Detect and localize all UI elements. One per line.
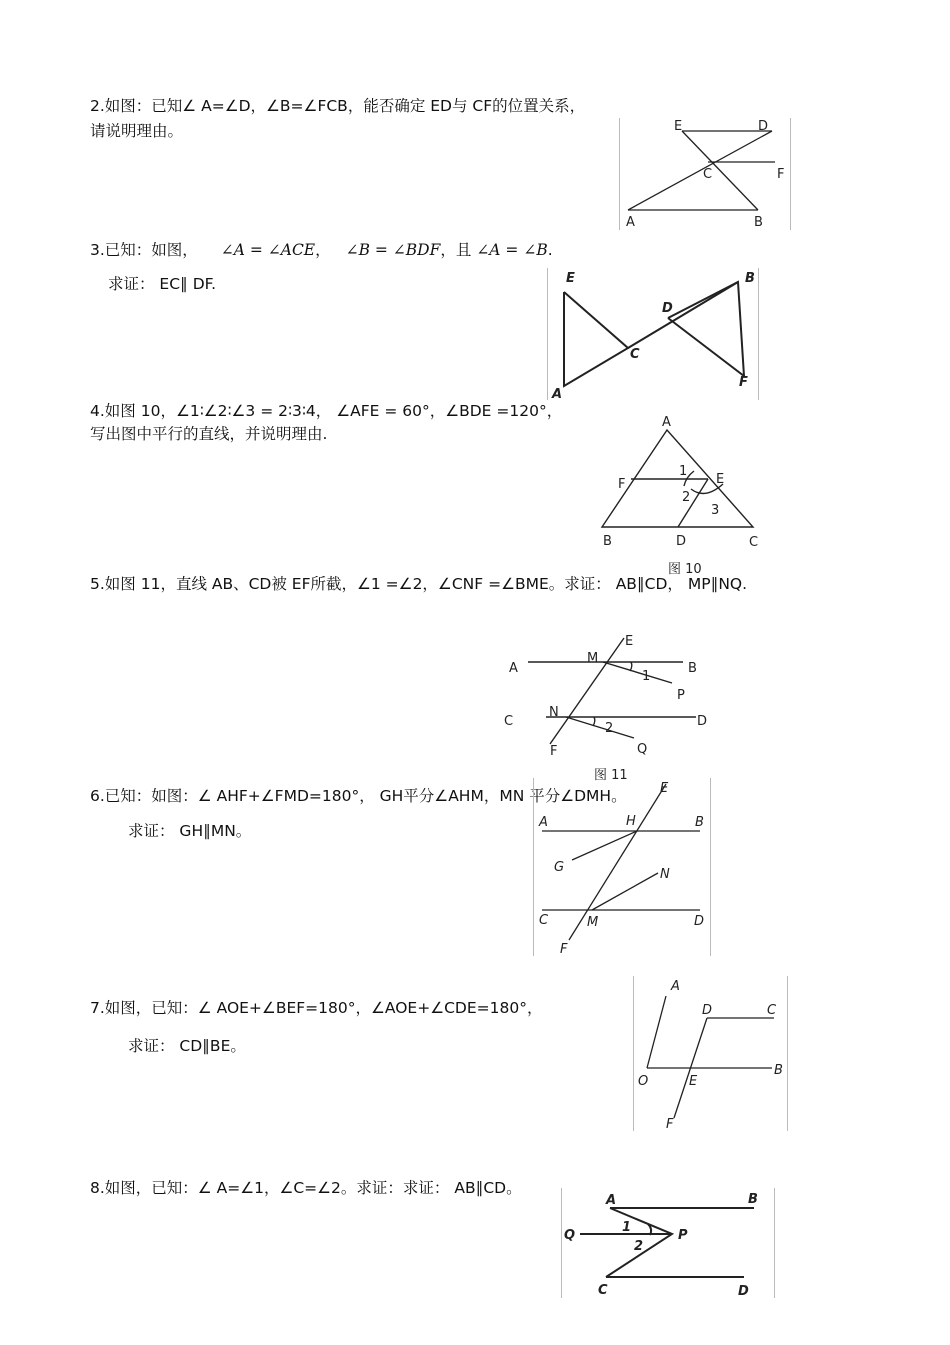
- fig6-label-F: F: [560, 942, 568, 956]
- fig5-label-E: E: [625, 634, 634, 649]
- fig2-label-A: A: [626, 215, 635, 230]
- fig8-label-Q: Q: [564, 1228, 576, 1243]
- figure-problem-5: [498, 628, 728, 784]
- fig2-label-B: B: [754, 215, 763, 230]
- fig4-label-1: 1: [679, 464, 688, 479]
- fig6-label-D: D: [694, 914, 705, 929]
- problem-3-line-2: 求证： EC∥ DF.: [108, 275, 217, 293]
- fig4-label-B: B: [603, 534, 612, 549]
- formula-b: ∠B = ∠BDF: [345, 241, 441, 259]
- fig4-label-D: D: [676, 534, 687, 549]
- problem-7-line-2: 求证： CD∥BE。: [128, 1037, 246, 1055]
- fig6-label-N: N: [660, 867, 670, 882]
- fig7-label-B: B: [774, 1063, 783, 1078]
- fig6-label-H: H: [626, 814, 636, 829]
- fig4-caption: 图 10: [668, 562, 702, 577]
- fig8-label-D: D: [738, 1284, 749, 1298]
- fig6-label-A: A: [539, 815, 548, 830]
- figure-problem-3: [547, 268, 759, 400]
- fig4-label-C: C: [749, 535, 759, 550]
- fig7-label-O: O: [638, 1074, 649, 1089]
- fig7-label-D: D: [702, 1003, 713, 1018]
- fig7-label-A: A: [671, 979, 680, 994]
- problem-2-line-2: 请说明理由。: [90, 122, 184, 140]
- fig5-label-P: P: [677, 688, 685, 703]
- fig5-label-1: 1: [642, 669, 651, 684]
- problem-5-line-1: 5.如图 11，直线 AB、CD被 EF所截，∠1 =∠2，∠CNF =∠BME。求证： AB∥CD， MP∥NQ.: [90, 575, 748, 593]
- formula-c: ∠A = ∠B: [476, 241, 548, 259]
- fig5-caption: 图 11: [594, 768, 628, 783]
- fig8-label-C: C: [598, 1283, 608, 1298]
- formula-sep-2: ，且: [440, 241, 472, 259]
- fig3-label-E: E: [566, 271, 575, 286]
- fig5-label-M: M: [587, 651, 599, 666]
- fig5-label-B: B: [688, 661, 697, 676]
- fig3-label-A: A: [552, 387, 563, 400]
- fig6-label-E: E: [660, 781, 669, 796]
- figure-problem-2: [619, 118, 791, 230]
- problem-8-line-1: 8.如图，已知：∠ A=∠1，∠C=∠2。求证：求证： AB∥CD。: [90, 1179, 522, 1197]
- fig8-label-A: A: [606, 1193, 617, 1208]
- problem-6-line-2: 求证： GH∥MN。: [128, 822, 252, 840]
- fig6-label-C: C: [539, 913, 549, 928]
- fig3-label-C: C: [630, 347, 640, 362]
- fig5-label-2: 2: [605, 721, 614, 736]
- fig8-label-1: 1: [622, 1220, 632, 1235]
- fig2-label-D: D: [758, 119, 769, 134]
- figure-problem-7: [633, 976, 788, 1131]
- fig5-label-F: F: [550, 744, 558, 759]
- formula-sep-1: ，: [315, 241, 331, 259]
- fig3-label-B: B: [745, 271, 755, 286]
- fig4-label-F: F: [618, 477, 626, 492]
- fig3-label-F: F: [739, 375, 748, 390]
- fig4-label-A: A: [662, 415, 671, 430]
- fig7-label-E: E: [689, 1074, 698, 1089]
- fig6-label-M: M: [587, 915, 599, 930]
- fig6-label-B: B: [695, 815, 704, 830]
- fig8-label-P: P: [678, 1228, 688, 1243]
- fig8-label-B: B: [748, 1192, 758, 1207]
- fig5-label-D: D: [697, 714, 708, 729]
- formula-a: ∠A = ∠ACE: [220, 241, 316, 259]
- problem-6-line-1: 6.已知：如图：∠ AHF+∠FMD=180°， GH平分∠AHM，MN 平分∠DMH。: [90, 787, 627, 805]
- fig4-label-3: 3: [711, 503, 720, 518]
- figure-problem-6: [533, 778, 711, 956]
- fig7-label-C: C: [767, 1003, 777, 1018]
- fig4-label-2: 2: [682, 490, 691, 505]
- fig5-label-C: C: [504, 714, 514, 729]
- problem-4-line-2: 写出图中平行的直线，并说明理由.: [90, 425, 328, 443]
- problem-2-line-1: 2.如图：已知∠ A=∠D，∠B=∠FCB，能否确定 ED与 CF的位置关系，: [90, 97, 586, 115]
- fig7-label-F: F: [666, 1117, 674, 1131]
- figure-problem-4: [590, 410, 770, 578]
- problem-4-line-1: 4.如图 10，∠1∶∠2∶∠3 = 2∶3∶4， ∠AFE = 60°，∠BDE =120°，: [90, 402, 563, 420]
- problem-3-line-1: [90, 240, 553, 260]
- fig8-label-2: 2: [634, 1239, 644, 1254]
- fig6-label-G: G: [554, 860, 565, 875]
- fig3-label-D: D: [662, 301, 673, 316]
- fig5-label-A: A: [509, 661, 518, 676]
- fig2-label-F: F: [777, 167, 785, 182]
- formula-end: .: [547, 241, 553, 259]
- fig4-label-E: E: [716, 472, 725, 487]
- problem-3-lead: 3.已知：如图，: [90, 241, 198, 259]
- fig5-label-Q: Q: [637, 742, 648, 757]
- fig2-label-E: E: [674, 119, 683, 134]
- figure-problem-8: [561, 1188, 775, 1298]
- fig5-label-N: N: [549, 705, 559, 720]
- problem-7-line-1: 7.如图，已知：∠ AOE+∠BEF=180°，∠AOE+∠CDE=180°，: [90, 999, 543, 1017]
- fig2-label-C: C: [703, 167, 713, 182]
